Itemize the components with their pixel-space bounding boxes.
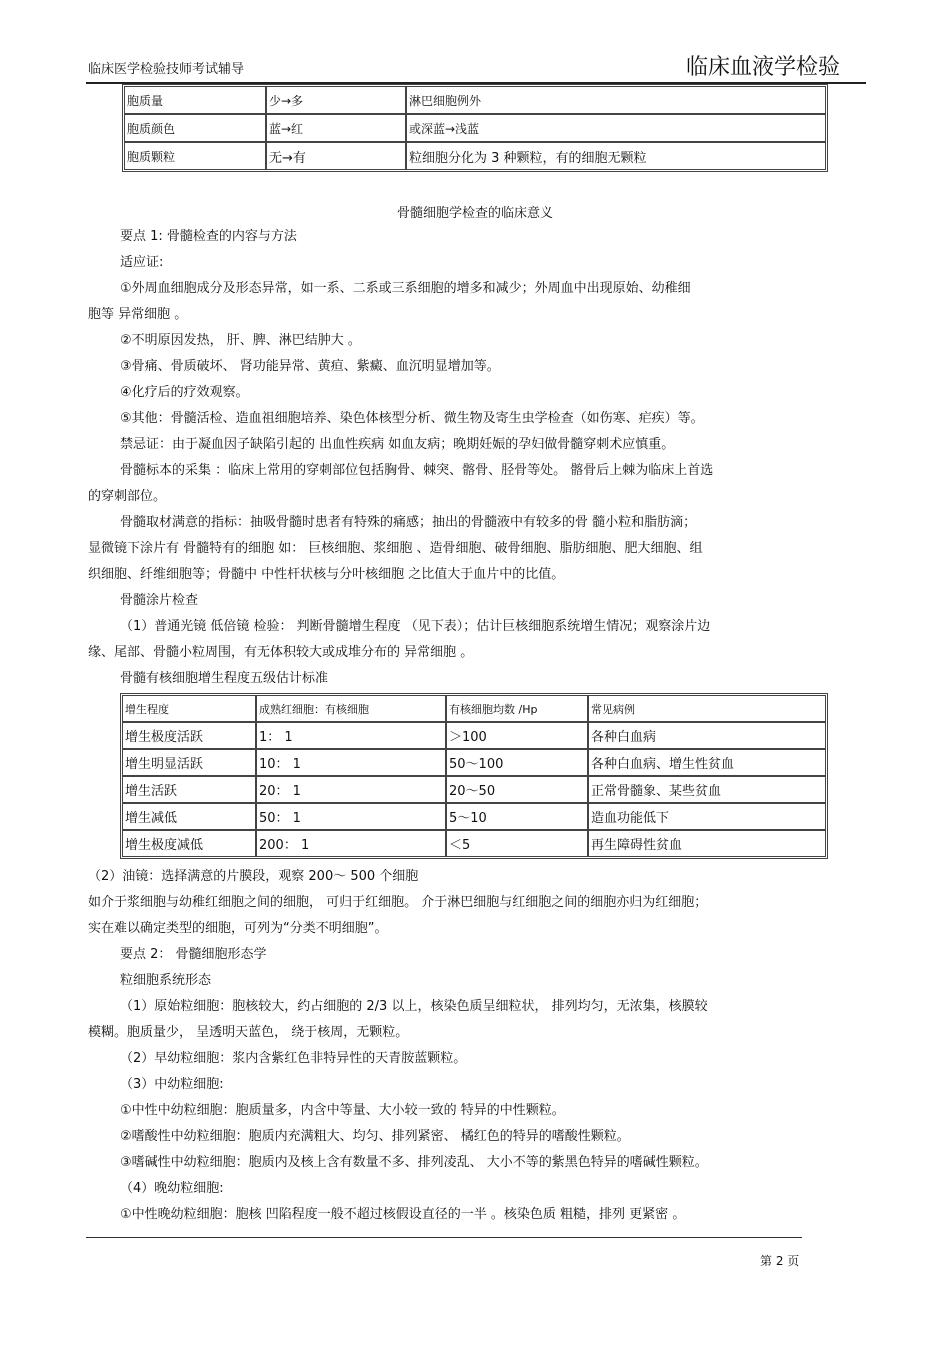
table-cell: 200： 1 [256, 830, 446, 857]
table-cell: 增生极度减低 [122, 830, 256, 857]
text-line: ③骨痛、骨质破坏、 肾功能异常、黄疸、紫癜、血沉明显增加等。 [120, 359, 500, 374]
page-number: 第 2 页 [760, 1254, 800, 1268]
table-header-cell: 有核细胞均数 /Hp [446, 695, 588, 722]
table-cell: 增生活跃 [122, 776, 256, 803]
table-row [122, 776, 826, 803]
text-line: （2）早幼粒细胞：浆内含紫红色非特异性的天青胺蓝颗粒。 [120, 1051, 467, 1066]
footer-divider [86, 1237, 802, 1238]
table-cell: 增生极度活跃 [122, 722, 256, 749]
table-row [122, 830, 826, 857]
table-cell: 或深蓝→浅蓝 [406, 114, 826, 142]
text-line: ②嗜酸性中幼粒细胞：胞质内充满粗大、均匀、排列紧密、 橘红色的特异的嗜酸性颗粒。 [120, 1129, 630, 1144]
text-line: 的穿刺部位。 [88, 489, 167, 504]
text-line: ①中性晚幼粒细胞：胞核 凹陷程度一般不超过核假设直径的一半 。核染色质 粗糙，排列 更紧密 。 [120, 1207, 686, 1222]
header-left-title: 临床医学检验技师考试辅导 [88, 62, 245, 77]
cytoplasm-feature-table [124, 86, 826, 170]
text-line: （4）晚幼粒细胞: [120, 1181, 224, 1196]
table-cell: 50～100 [446, 749, 588, 776]
text-line: （1）普通光镜 低倍镜 检验： 判断骨髓增生程度 （见下表）；估计巨核细胞系统增生情况；观察涂片边 [120, 619, 711, 634]
text-line: 要点 1: 骨髓检查的内容与方法 [120, 229, 297, 244]
table-cell: 各种白血病 [588, 722, 826, 749]
table-row [124, 114, 826, 142]
text-line: ②不明原因发热， 肝、脾、淋巴结肿大 。 [120, 333, 361, 348]
header-divider [86, 82, 866, 84]
table-cell: 正常骨髓象、某些贫血 [588, 776, 826, 803]
text-line: 要点 2： 骨髓细胞形态学 [120, 947, 267, 962]
table-cell: 淋巴细胞例外 [406, 86, 826, 114]
table-cell: 20～50 [446, 776, 588, 803]
text-line: ④化疗后的疗效观察。 [120, 385, 249, 400]
table-header-cell: 增生程度 [122, 695, 256, 722]
text-line: （3）中幼粒细胞: [120, 1077, 224, 1092]
text-line: 骨髓有核细胞增生程度五级估计标准 [120, 671, 329, 686]
table-cell: 粒细胞分化为 3 种颗粒，有的细胞无颗粒 [406, 142, 826, 170]
table-cell: 胞质量 [124, 86, 266, 114]
text-line: 骨髓取材满意的指标：抽吸骨髓时患者有特殊的痛感；抽出的骨髓液中有较多的骨 髓小粒和脂肪滴； [120, 515, 697, 530]
table-cell: 增生明显活跃 [122, 749, 256, 776]
text-line: 禁忌证：由于凝血因子缺陷引起的 出血性疾病 如血友病；晚期妊娠的孕妇做骨髓穿刺术应慎重。 [120, 437, 675, 452]
table-cell: 5～10 [446, 803, 588, 830]
table-cell: 50： 1 [256, 803, 446, 830]
text-line: （2）油镜：选择满意的片膜段，观察 200～ 500 个细胞 [88, 869, 419, 884]
text-line: 粒细胞系统形态 [120, 973, 212, 988]
table-header-cell: 成熟红细胞：有核细胞 [256, 695, 446, 722]
table-cell: 胞质颜色 [124, 114, 266, 142]
table-cell: 10： 1 [256, 749, 446, 776]
text-line: 缘、尾部、骨髓小粒周围，有无体积较大或成堆分布的 异常细胞 。 [88, 645, 474, 660]
text-line: 模糊。胞质量少， 呈透明天蓝色， 绕于核周，无颗粒。 [88, 1025, 409, 1040]
table-cell: 20： 1 [256, 776, 446, 803]
table-row [124, 142, 826, 170]
table-cell: 增生减低 [122, 803, 256, 830]
text-line: 胞等 异常细胞 。 [88, 307, 188, 322]
table-cell: 蓝→红 [266, 114, 406, 142]
table-cell: 各种白血病、增生性贫血 [588, 749, 826, 776]
text-line: 如介于浆细胞与幼稚红细胞之间的细胞， 可归于红细胞。 介于淋巴细胞与红细胞之间的细胞亦归为红细胞； [88, 895, 708, 910]
text-line: 适应证: [120, 255, 164, 270]
table-row [122, 722, 826, 749]
table-cell: 造血功能低下 [588, 803, 826, 830]
text-line: 显微镜下涂片有 骨髓特有的细胞 如： 巨核细胞、浆细胞 、造骨细胞、破骨细胞、脂肪细胞、肥大细胞、组 [88, 541, 703, 556]
table-cell: ＜5 [446, 830, 588, 857]
text-line: ③嗜碱性中幼粒细胞：胞质内及核上含有数量不多、排列凌乱、 大小不等的紫黑色特异的嗜碱性颗粒。 [120, 1155, 708, 1170]
table-row [122, 803, 826, 830]
table-cell: 再生障碍性贫血 [588, 830, 826, 857]
table-cell: ＞100 [446, 722, 588, 749]
text-line: 骨髓涂片检查 [120, 593, 199, 608]
text-line: ⑤其他：骨髓活检、造血祖细胞培养、染色体核型分析、微生物及寄生虫学检查（如伤寒、疟疾）等。 [120, 411, 704, 426]
table-cell: 无→有 [266, 142, 406, 170]
table-row [122, 749, 826, 776]
text-line: ①中性中幼粒细胞：胞质量多，内含中等量、大小较一致的 特异的中性颗粒。 [120, 1103, 565, 1118]
text-line: 织细胞、纤维细胞等；骨髓中 中性杆状核与分叶核细胞 之比值大于血片中的比值。 [88, 567, 565, 582]
text-line: 骨髓标本的采集 ：临床上常用的穿刺部位包括胸骨、棘突、髂骨、胫骨等处。 髂骨后上棘为临床上首选 [120, 463, 714, 478]
table-cell: 胞质颗粒 [124, 142, 266, 170]
table-cell: 少→多 [266, 86, 406, 114]
marrow-proliferation-table [122, 695, 826, 857]
table-header-row [122, 695, 826, 722]
text-line: （1）原始粒细胞：胞核较大，约占细胞的 2/3 以上，核染色质呈细粒状， 排列均匀，无浓集，核膜较 [120, 999, 708, 1014]
table-header-cell: 常见病例 [588, 695, 826, 722]
table-row [124, 86, 826, 114]
text-line: ①外周血细胞成分及形态异常，如一系、二系或三系细胞的增多和减少；外周血中出现原始、幼稚细 [120, 281, 691, 296]
header-right-title: 临床血液学检验 [686, 55, 841, 80]
table-cell: 1： 1 [256, 722, 446, 749]
text-line: 实在难以确定类型的细胞，可列为“分类不明细胞”。 [88, 921, 388, 936]
section-title: 骨髓细胞学检查的临床意义 [396, 206, 553, 221]
